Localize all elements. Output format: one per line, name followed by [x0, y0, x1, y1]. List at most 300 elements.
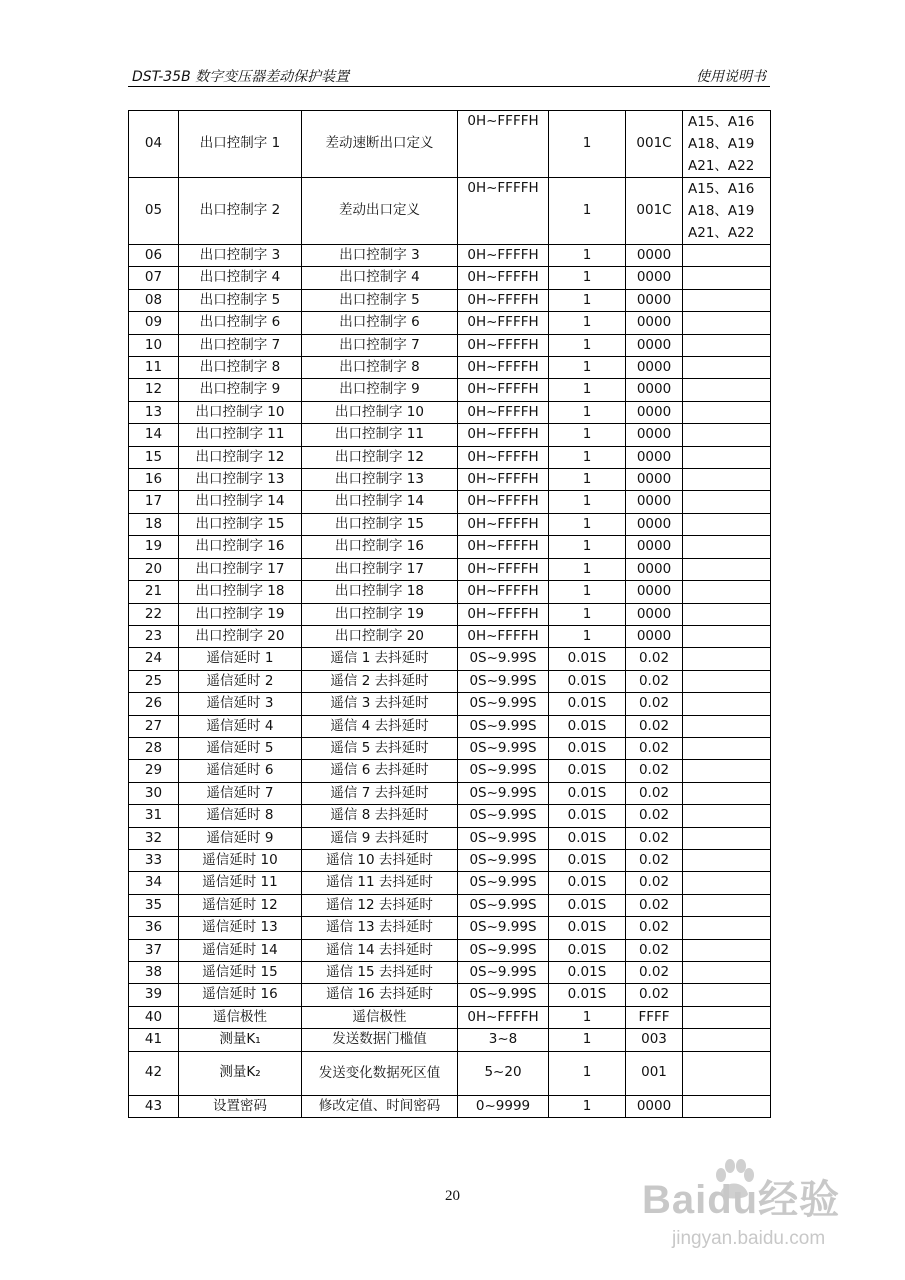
cell-range: 0H~FFFFH: [458, 469, 549, 491]
cell-step: 0.01S: [549, 782, 626, 804]
cell-note: [683, 267, 771, 289]
table-row: [129, 536, 771, 558]
cell-no: 04: [129, 111, 179, 178]
cell-no: 42: [129, 1051, 179, 1095]
cell-note: [683, 513, 771, 535]
cell-name: 出口控制字 12: [179, 446, 302, 468]
cell-default: 0000: [626, 424, 683, 446]
cell-meaning: 出口控制字 10: [302, 401, 458, 423]
cell-name: 出口控制字 17: [179, 558, 302, 580]
cell-meaning: 修改定值、时间密码: [302, 1095, 458, 1117]
cell-meaning: 出口控制字 6: [302, 312, 458, 334]
cell-name: 出口控制字 10: [179, 401, 302, 423]
cell-note: [683, 334, 771, 356]
cell-step: 1: [549, 469, 626, 491]
cell-no: 13: [129, 401, 179, 423]
cell-no: 10: [129, 334, 179, 356]
cell-step: 1: [549, 558, 626, 580]
cell-note: [683, 379, 771, 401]
cell-no: 05: [129, 178, 179, 245]
cell-meaning: 出口控制字 18: [302, 581, 458, 603]
table-row: [129, 334, 771, 356]
table-row: [129, 760, 771, 782]
cell-name: 设置密码: [179, 1095, 302, 1117]
cell-note: [683, 1029, 771, 1051]
cell-default: 0.02: [626, 872, 683, 894]
cell-note: [683, 670, 771, 692]
table-row: [129, 715, 771, 737]
cell-note: [683, 312, 771, 334]
cell-name: 遥信延时 16: [179, 984, 302, 1006]
cell-default: 0000: [626, 581, 683, 603]
cell-no: 19: [129, 536, 179, 558]
table-row: [129, 267, 771, 289]
cell-range: 0S~9.99S: [458, 693, 549, 715]
cell-name: 遥信延时 8: [179, 805, 302, 827]
cell-no: 12: [129, 379, 179, 401]
cell-no: 23: [129, 625, 179, 647]
cell-range: 0H~FFFFH: [458, 581, 549, 603]
cell-note: [683, 581, 771, 603]
cell-range: 5~20: [458, 1051, 549, 1095]
cell-default: 0.02: [626, 782, 683, 804]
table-row: [129, 469, 771, 491]
cell-meaning: 出口控制字 12: [302, 446, 458, 468]
cell-step: 1: [549, 1029, 626, 1051]
cell-step: 0.01S: [549, 939, 626, 961]
cell-note: [683, 491, 771, 513]
cell-range: 0H~FFFFH: [458, 111, 549, 178]
cell-name: 测量K₂: [179, 1051, 302, 1095]
cell-default: 0.02: [626, 917, 683, 939]
cell-default: 0.02: [626, 939, 683, 961]
cell-range: 0H~FFFFH: [458, 178, 549, 245]
table-row: [129, 984, 771, 1006]
table-row: [129, 245, 771, 267]
cell-default: 0.02: [626, 962, 683, 984]
cell-default: 0000: [626, 289, 683, 311]
cell-default: 0000: [626, 625, 683, 647]
cell-range: 0H~FFFFH: [458, 1006, 549, 1028]
table-row: [129, 1029, 771, 1051]
cell-name: 遥信延时 15: [179, 962, 302, 984]
cell-range: 0S~9.99S: [458, 782, 549, 804]
cell-default: 0.02: [626, 805, 683, 827]
cell-note: [683, 245, 771, 267]
cell-meaning: 遥信 8 去抖延时: [302, 805, 458, 827]
cell-step: 0.01S: [549, 670, 626, 692]
cell-note: A15、A16 A18、A19 A21、A22: [683, 111, 771, 178]
cell-name: 遥信延时 1: [179, 648, 302, 670]
cell-note: [683, 648, 771, 670]
cell-meaning: 遥信 14 去抖延时: [302, 939, 458, 961]
header-title: DST-35B 数字变压器差动保护装置: [132, 69, 350, 85]
cell-meaning: 出口控制字 8: [302, 357, 458, 379]
cell-meaning: 遥信 9 去抖延时: [302, 827, 458, 849]
cell-no: 43: [129, 1095, 179, 1117]
cell-range: 0S~9.99S: [458, 805, 549, 827]
table-row: [129, 513, 771, 535]
cell-meaning: 遥信 4 去抖延时: [302, 715, 458, 737]
cell-meaning: 出口控制字 11: [302, 424, 458, 446]
cell-default: 0.02: [626, 984, 683, 1006]
cell-range: 0H~FFFFH: [458, 491, 549, 513]
cell-meaning: 遥信 7 去抖延时: [302, 782, 458, 804]
cell-default: 0000: [626, 357, 683, 379]
cell-name: 出口控制字 11: [179, 424, 302, 446]
cell-meaning: 遥信 10 去抖延时: [302, 849, 458, 871]
cell-name: 遥信延时 2: [179, 670, 302, 692]
cell-default: 0000: [626, 334, 683, 356]
table-row: [129, 357, 771, 379]
cell-default: 001C: [626, 178, 683, 245]
cell-range: 0H~FFFFH: [458, 379, 549, 401]
cell-default: 0000: [626, 312, 683, 334]
cell-range: 0H~FFFFH: [458, 245, 549, 267]
cell-no: 27: [129, 715, 179, 737]
cell-meaning: 差动速断出口定义: [302, 111, 458, 178]
cell-range: 0S~9.99S: [458, 962, 549, 984]
cell-name: 遥信延时 9: [179, 827, 302, 849]
cell-range: 0H~FFFFH: [458, 357, 549, 379]
table-row: [129, 312, 771, 334]
cell-meaning: 发送数据门槛值: [302, 1029, 458, 1051]
table-row: [129, 424, 771, 446]
cell-name: 出口控制字 6: [179, 312, 302, 334]
cell-no: 38: [129, 962, 179, 984]
cell-step: 1: [549, 1051, 626, 1095]
cell-default: 001: [626, 1051, 683, 1095]
cell-step: 1: [549, 245, 626, 267]
cell-name: 出口控制字 16: [179, 536, 302, 558]
table-row: [129, 625, 771, 647]
cell-note: [683, 1095, 771, 1117]
cell-step: 1: [549, 625, 626, 647]
cell-no: 08: [129, 289, 179, 311]
cell-meaning: 出口控制字 14: [302, 491, 458, 513]
cell-note: [683, 917, 771, 939]
table-row: [129, 962, 771, 984]
cell-range: 0S~9.99S: [458, 670, 549, 692]
cell-step: 1: [549, 267, 626, 289]
cell-name: 遥信延时 6: [179, 760, 302, 782]
cell-meaning: 出口控制字 7: [302, 334, 458, 356]
cell-range: 0H~FFFFH: [458, 312, 549, 334]
cell-default: 0000: [626, 267, 683, 289]
cell-step: 1: [549, 312, 626, 334]
cell-no: 14: [129, 424, 179, 446]
cell-step: 1: [549, 401, 626, 423]
cell-note: A15、A16 A18、A19 A21、A22: [683, 178, 771, 245]
cell-default: 0.02: [626, 693, 683, 715]
table-row: [129, 894, 771, 916]
cell-range: 0S~9.99S: [458, 894, 549, 916]
cell-no: 21: [129, 581, 179, 603]
cell-default: 0000: [626, 558, 683, 580]
cell-name: 出口控制字 4: [179, 267, 302, 289]
cell-default: 0.02: [626, 648, 683, 670]
cell-no: 28: [129, 737, 179, 759]
cell-note: [683, 872, 771, 894]
cell-meaning: 遥信 16 去抖延时: [302, 984, 458, 1006]
cell-step: 0.01S: [549, 715, 626, 737]
cell-meaning: 出口控制字 20: [302, 625, 458, 647]
table-row: [129, 805, 771, 827]
cell-no: 26: [129, 693, 179, 715]
cell-no: 35: [129, 894, 179, 916]
cell-default: 0.02: [626, 760, 683, 782]
cell-range: 0H~FFFFH: [458, 513, 549, 535]
cell-default: 0.02: [626, 715, 683, 737]
cell-step: 0.01S: [549, 849, 626, 871]
cell-name: 出口控制字 13: [179, 469, 302, 491]
table-row: [129, 827, 771, 849]
cell-meaning: 遥信 15 去抖延时: [302, 962, 458, 984]
table-row: [129, 1051, 771, 1095]
table-row: [129, 446, 771, 468]
cell-step: 0.01S: [549, 648, 626, 670]
cell-default: 0000: [626, 603, 683, 625]
cell-meaning: 遥信 13 去抖延时: [302, 917, 458, 939]
watermark-brand: Baidu经验: [642, 1178, 841, 1222]
cell-note: [683, 894, 771, 916]
cell-name: 出口控制字 8: [179, 357, 302, 379]
table-row: [129, 558, 771, 580]
cell-range: 0H~FFFFH: [458, 424, 549, 446]
cell-default: 0000: [626, 401, 683, 423]
cell-name: 遥信延时 5: [179, 737, 302, 759]
cell-note: [683, 469, 771, 491]
table-row: [129, 648, 771, 670]
cell-name: 遥信延时 13: [179, 917, 302, 939]
cell-no: 24: [129, 648, 179, 670]
cell-no: 33: [129, 849, 179, 871]
cell-step: 0.01S: [549, 917, 626, 939]
cell-no: 16: [129, 469, 179, 491]
cell-note: [683, 289, 771, 311]
cell-note: [683, 782, 771, 804]
cell-default: 0000: [626, 469, 683, 491]
cell-default: 0.02: [626, 737, 683, 759]
cell-note: [683, 401, 771, 423]
cell-range: 0S~9.99S: [458, 872, 549, 894]
cell-name: 出口控制字 20: [179, 625, 302, 647]
cell-range: 0H~FFFFH: [458, 603, 549, 625]
table-row: [129, 1006, 771, 1028]
cell-step: 0.01S: [549, 894, 626, 916]
cell-name: 出口控制字 19: [179, 603, 302, 625]
table-row: [129, 849, 771, 871]
cell-step: 0.01S: [549, 962, 626, 984]
cell-no: 39: [129, 984, 179, 1006]
cell-name: 遥信延时 11: [179, 872, 302, 894]
cell-step: 1: [549, 357, 626, 379]
cell-default: 0000: [626, 446, 683, 468]
cell-meaning: 出口控制字 17: [302, 558, 458, 580]
cell-default: 0.02: [626, 894, 683, 916]
cell-no: 11: [129, 357, 179, 379]
cell-range: 3~8: [458, 1029, 549, 1051]
cell-range: 0H~FFFFH: [458, 267, 549, 289]
cell-meaning: 出口控制字 15: [302, 513, 458, 535]
page-number: 20: [445, 1188, 460, 1204]
cell-name: 测量K₁: [179, 1029, 302, 1051]
cell-default: 0000: [626, 1095, 683, 1117]
cell-step: 0.01S: [549, 805, 626, 827]
cell-no: 17: [129, 491, 179, 513]
cell-range: 0H~FFFFH: [458, 401, 549, 423]
table-row: [129, 917, 771, 939]
cell-default: 0000: [626, 491, 683, 513]
cell-step: 1: [549, 1006, 626, 1028]
cell-range: 0H~FFFFH: [458, 446, 549, 468]
cell-step: 1: [549, 603, 626, 625]
cell-meaning: 遥信极性: [302, 1006, 458, 1028]
cell-note: [683, 805, 771, 827]
cell-default: 001C: [626, 111, 683, 178]
cell-note: [683, 536, 771, 558]
cell-note: [683, 939, 771, 961]
cell-default: 0000: [626, 245, 683, 267]
cell-no: 15: [129, 446, 179, 468]
cell-step: 0.01S: [549, 760, 626, 782]
cell-name: 遥信极性: [179, 1006, 302, 1028]
cell-no: 36: [129, 917, 179, 939]
table-row: [129, 581, 771, 603]
cell-meaning: 出口控制字 5: [302, 289, 458, 311]
cell-no: 29: [129, 760, 179, 782]
table-row: [129, 782, 771, 804]
watermark-url: jingyan.baidu.com: [672, 1228, 826, 1249]
cell-meaning: 遥信 12 去抖延时: [302, 894, 458, 916]
table-row: [129, 379, 771, 401]
cell-name: 遥信延时 3: [179, 693, 302, 715]
cell-note: [683, 625, 771, 647]
cell-default: 0000: [626, 536, 683, 558]
cell-no: 41: [129, 1029, 179, 1051]
cell-name: 遥信延时 14: [179, 939, 302, 961]
cell-note: [683, 446, 771, 468]
cell-default: 003: [626, 1029, 683, 1051]
page-header: [128, 66, 770, 87]
cell-name: 出口控制字 3: [179, 245, 302, 267]
cell-note: [683, 424, 771, 446]
baidu-jingyan-watermark: [642, 1158, 882, 1268]
cell-note: [683, 1051, 771, 1095]
cell-step: 1: [549, 513, 626, 535]
table-row: [129, 1095, 771, 1117]
table-row: [129, 491, 771, 513]
cell-no: 22: [129, 603, 179, 625]
cell-note: [683, 558, 771, 580]
cell-meaning: 遥信 5 去抖延时: [302, 737, 458, 759]
cell-step: 1: [549, 491, 626, 513]
table-row: [129, 670, 771, 692]
cell-range: 0S~9.99S: [458, 648, 549, 670]
header-doc-type: 使用说明书: [696, 69, 766, 85]
cell-name: 出口控制字 15: [179, 513, 302, 535]
cell-no: 34: [129, 872, 179, 894]
cell-range: 0~9999: [458, 1095, 549, 1117]
cell-default: 0.02: [626, 827, 683, 849]
cell-name: 遥信延时 4: [179, 715, 302, 737]
cell-range: 0S~9.99S: [458, 939, 549, 961]
cell-default: 0000: [626, 379, 683, 401]
cell-range: 0S~9.99S: [458, 737, 549, 759]
cell-step: 1: [549, 379, 626, 401]
cell-step: 0.01S: [549, 872, 626, 894]
cell-name: 出口控制字 2: [179, 178, 302, 245]
cell-no: 18: [129, 513, 179, 535]
cell-note: [683, 715, 771, 737]
cell-name: 出口控制字 5: [179, 289, 302, 311]
cell-meaning: 出口控制字 19: [302, 603, 458, 625]
cell-range: 0H~FFFFH: [458, 558, 549, 580]
cell-meaning: 差动出口定义: [302, 178, 458, 245]
cell-note: [683, 984, 771, 1006]
cell-default: FFFF: [626, 1006, 683, 1028]
cell-step: 1: [549, 111, 626, 178]
table-row: [129, 111, 771, 178]
cell-step: 0.01S: [549, 737, 626, 759]
cell-name: 遥信延时 12: [179, 894, 302, 916]
cell-no: 31: [129, 805, 179, 827]
cell-meaning: 出口控制字 4: [302, 267, 458, 289]
cell-step: 0.01S: [549, 827, 626, 849]
cell-note: [683, 827, 771, 849]
cell-range: 0H~FFFFH: [458, 334, 549, 356]
cell-step: 1: [549, 1095, 626, 1117]
cell-no: 32: [129, 827, 179, 849]
table-row: [129, 401, 771, 423]
cell-range: 0H~FFFFH: [458, 625, 549, 647]
cell-step: 1: [549, 334, 626, 356]
cell-no: 07: [129, 267, 179, 289]
cell-no: 30: [129, 782, 179, 804]
cell-note: [683, 603, 771, 625]
cell-meaning: 出口控制字 9: [302, 379, 458, 401]
cell-meaning: 出口控制字 3: [302, 245, 458, 267]
table-row: [129, 178, 771, 245]
table-row: [129, 939, 771, 961]
table-row: [129, 693, 771, 715]
parameter-table: [128, 110, 771, 1118]
cell-note: [683, 357, 771, 379]
cell-name: 出口控制字 18: [179, 581, 302, 603]
cell-step: 1: [549, 446, 626, 468]
cell-range: 0S~9.99S: [458, 715, 549, 737]
cell-range: 0H~FFFFH: [458, 289, 549, 311]
cell-meaning: 出口控制字 13: [302, 469, 458, 491]
cell-step: 1: [549, 289, 626, 311]
cell-note: [683, 760, 771, 782]
cell-note: [683, 962, 771, 984]
cell-default: 0.02: [626, 670, 683, 692]
cell-default: 0000: [626, 513, 683, 535]
cell-range: 0S~9.99S: [458, 849, 549, 871]
cell-no: 37: [129, 939, 179, 961]
cell-step: 0.01S: [549, 984, 626, 1006]
cell-meaning: 遥信 6 去抖延时: [302, 760, 458, 782]
cell-meaning: 出口控制字 16: [302, 536, 458, 558]
cell-meaning: 发送变化数据死区值: [302, 1051, 458, 1095]
cell-name: 出口控制字 9: [179, 379, 302, 401]
table-row: [129, 737, 771, 759]
cell-step: 0.01S: [549, 693, 626, 715]
cell-range: 0S~9.99S: [458, 760, 549, 782]
cell-name: 出口控制字 7: [179, 334, 302, 356]
cell-no: 06: [129, 245, 179, 267]
